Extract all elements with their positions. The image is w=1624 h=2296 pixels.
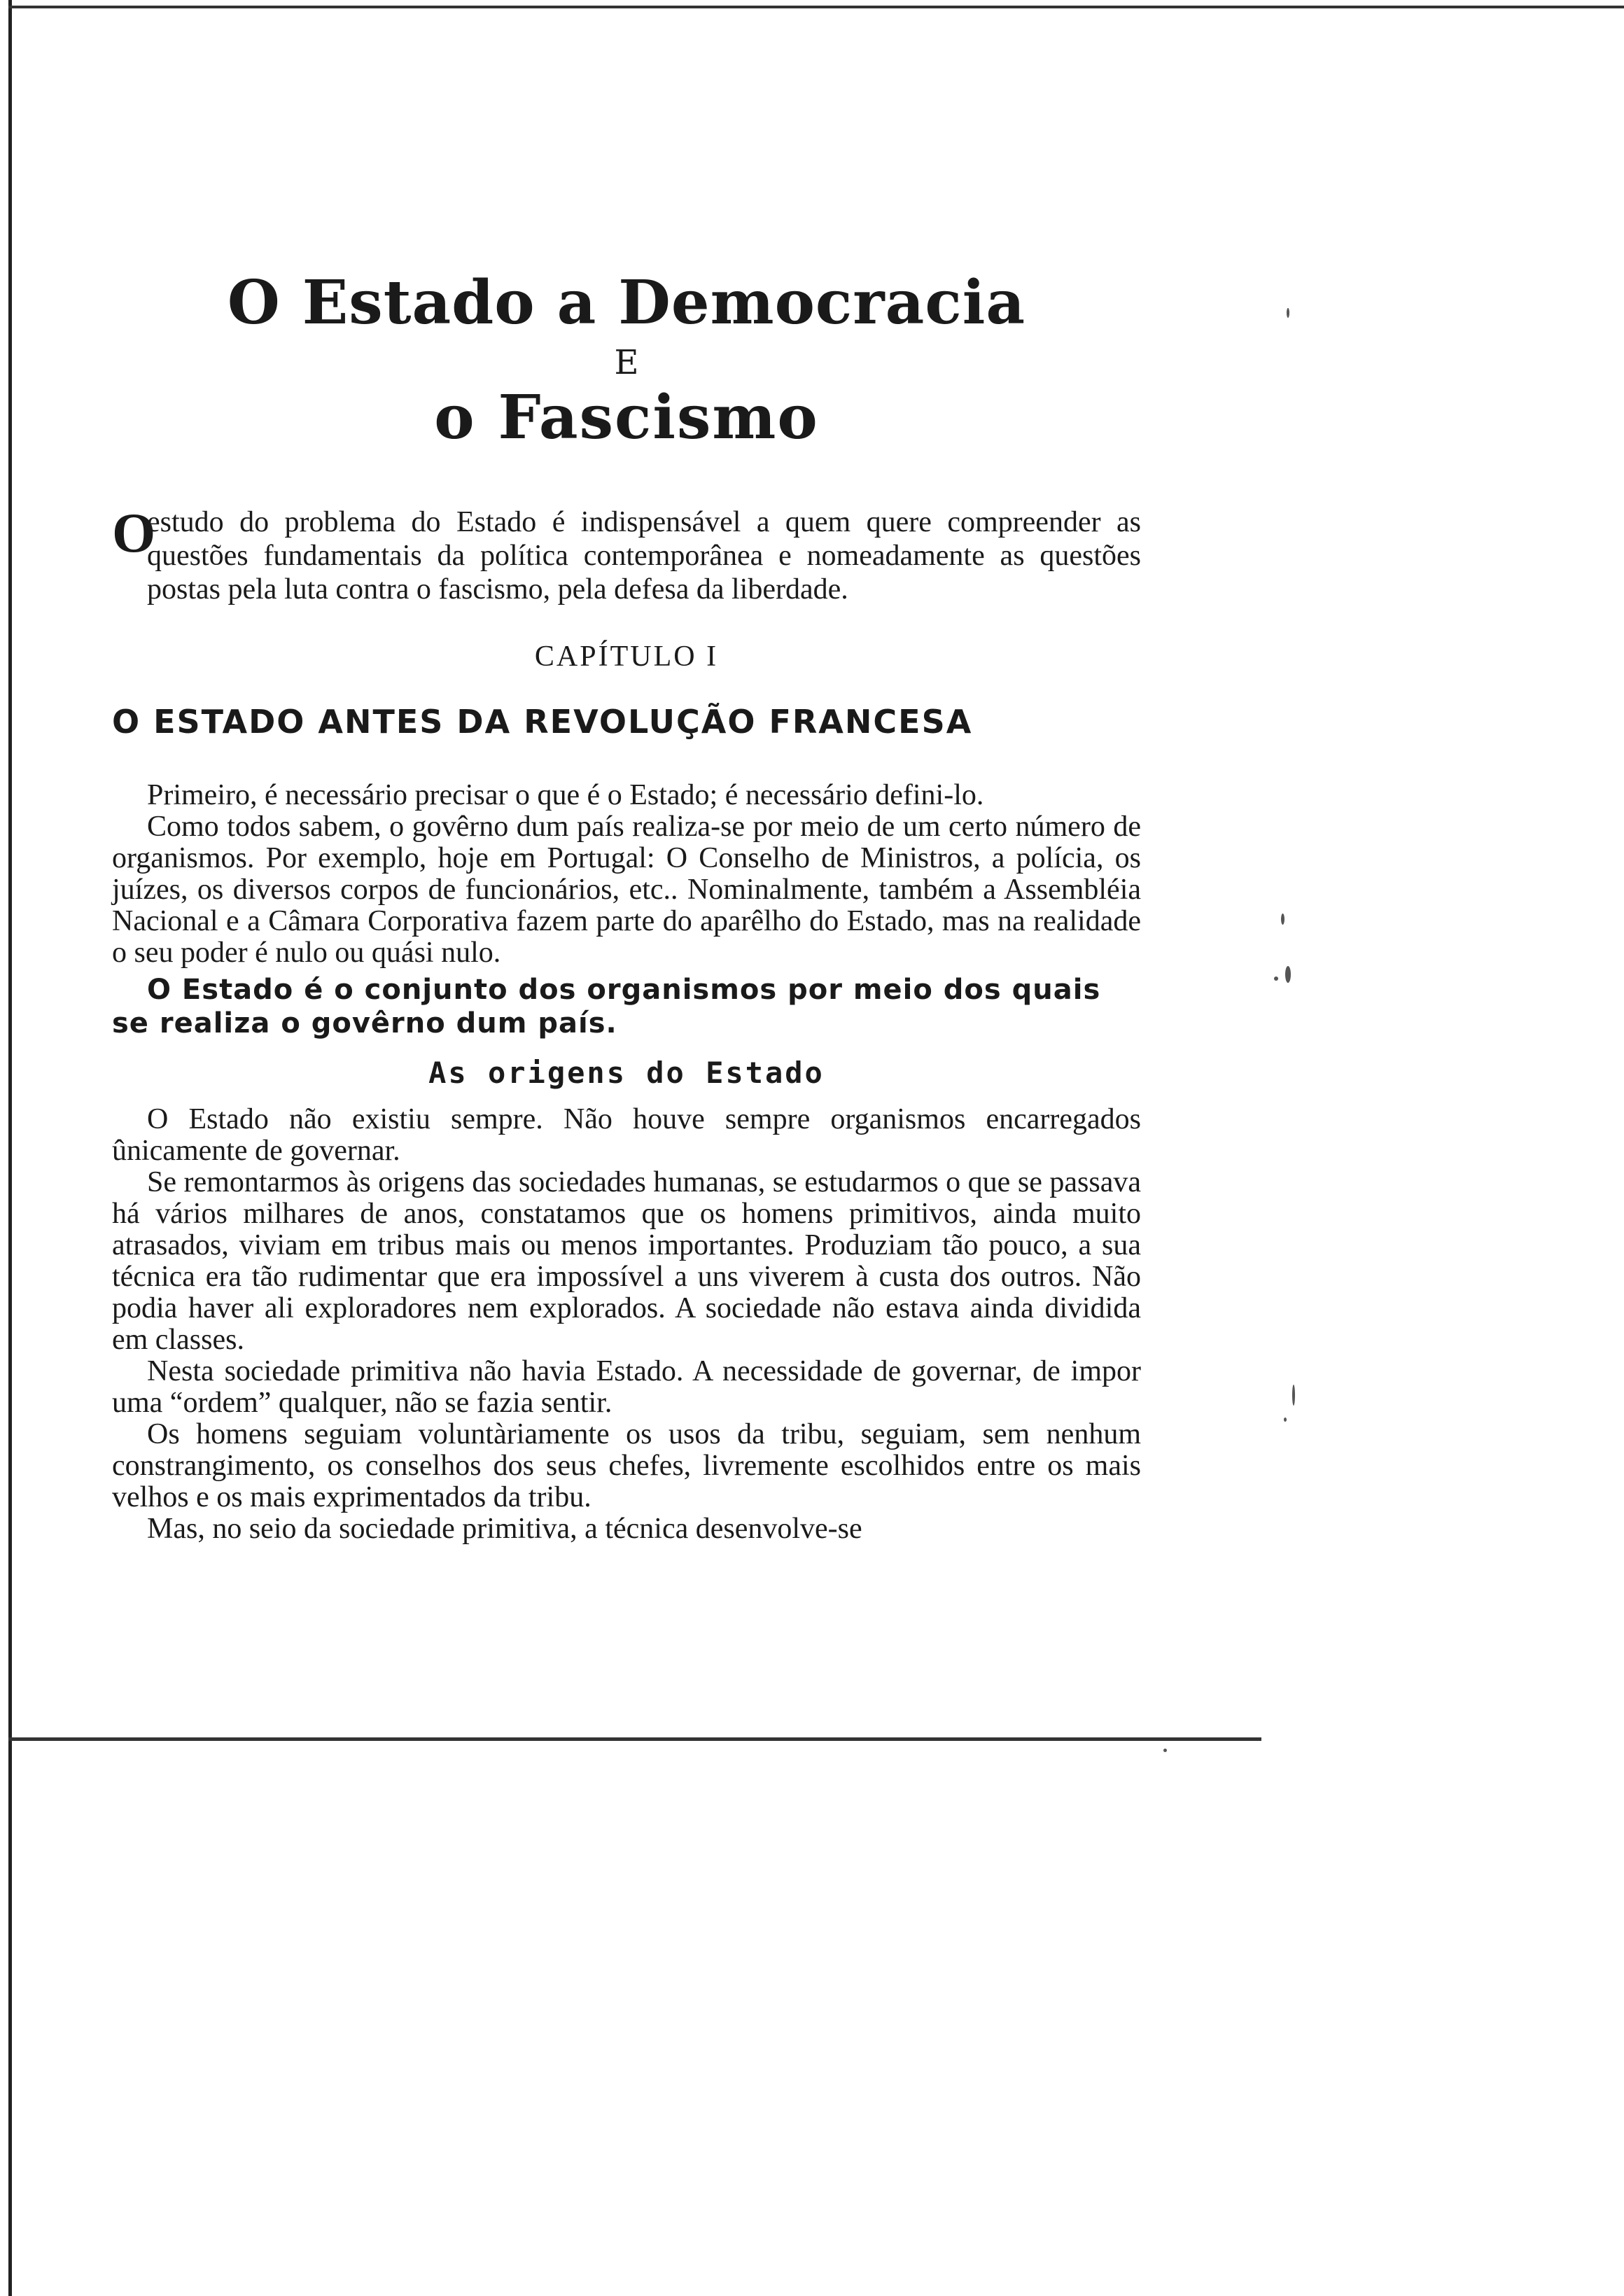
body-paragraph: Nesta sociedade primitiva não havia Estado. A necessidade de governar, de impor uma “ordem” qualquer, não se fazia sentir. [112,1355,1141,1419]
body-paragraph: O Estado não existiu sempre. Não houve sempre organismos encarregados ûnicamente de governar. [112,1103,1141,1167]
body-paragraph: Os homens seguiam voluntàriamente os usos da tribu, seguiam, sem nenhum constrangimento, os conselhos dos seus chefes, livremente escolhidos entre os mais velhos e os mais exprimentados da tribu. [112,1418,1141,1513]
scan-speck [1284,1418,1287,1422]
scan-border-left [8,0,12,2296]
definition-paragraph: O Estado é o conjunto dos organismos por meio dos quais se realiza o govêrno dum país. [112,974,1101,1040]
page-content [112,267,1141,1545]
title-line-1: O Estado a Democracia [227,267,1026,338]
scan-speck [1287,308,1289,318]
intro-text: estudo do problema do Estado é indispensável a quem quere compreender as questões fundamentais da política contemporânea e nomeadamente as questões postas pela luta contra o fascismo, pela defesa da liberdade. [147,506,1141,606]
scan-speck [1285,966,1291,983]
document-title [112,267,1141,453]
subsection-heading: As origens do Estado [428,1056,825,1090]
body-paragraph: Primeiro, é necessário precisar o que é o Estado; é necessário defini-lo. [147,779,984,811]
scan-speck [1292,1385,1295,1406]
scan-border-top [8,6,1624,8]
body-paragraph: Mas, no seio da sociedade primitiva, a técnica desenvolve-se [147,1513,862,1545]
title-line-3: o Fascismo [434,382,819,453]
body-paragraph: Como todos sabem, o govêrno dum país realiza-se por meio de um certo número de organismos. Por exemplo, hoje em Portugal: O Conselho de Ministros, a polícia, os juízes, os diversos corpos de funcionários, etc.. Nominalmente, também a Assembléia Nacional e a Câmara Corporativa fazem parte do aparêlho do Estado, mas na realidade o seu poder é nulo ou quási nulo. [112,811,1141,969]
scan-speck [1281,913,1284,925]
page-bottom-rule [8,1737,1261,1741]
scan-speck [1163,1749,1167,1752]
scan-speck [1274,976,1278,981]
body-paragraph: Se remontarmos às origens das sociedades humanas, se estudarmos o que se passava há vários milhares de anos, constatamos que os homens primitivos, ainda muito atrasados, viviam em tribus mais ou menos importantes. Produziam tão pouco, a sua técnica era tão rudimentar que era impossível a uns viverem à custa dos outros. Não podia haver ali exploradores nem explorados. A sociedade não estava ainda dividida em classes. [112,1166,1141,1356]
drop-cap: O [112,503,156,564]
title-line-2: E [614,343,639,382]
intro-paragraph [112,505,1141,606]
chapter-heading: CAPÍTULO I [534,640,719,673]
section-heading: O ESTADO ANTES DA REVOLUÇÃO FRANCESA [112,703,973,741]
